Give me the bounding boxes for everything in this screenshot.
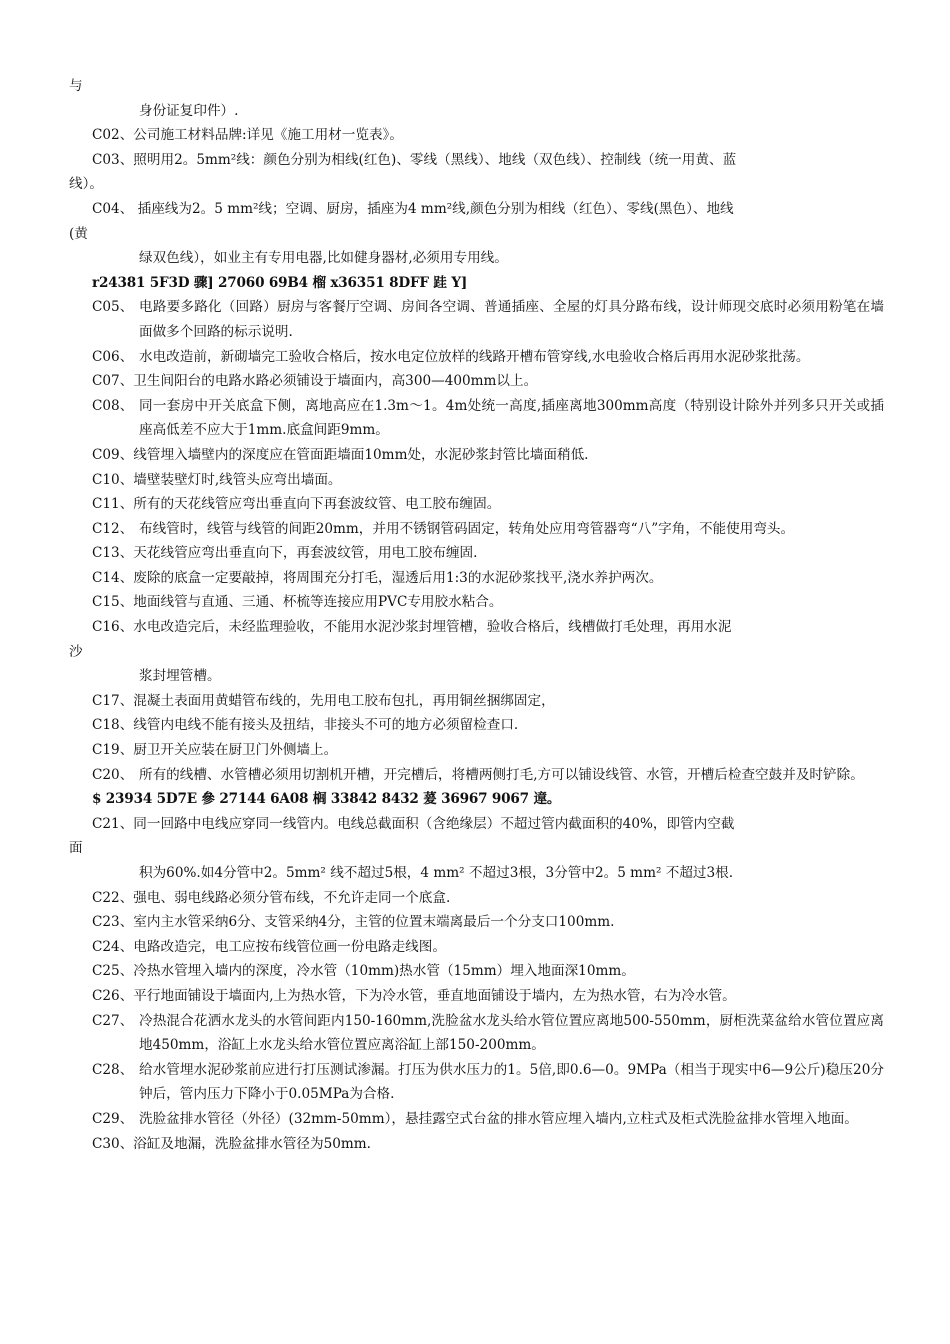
clause-c08 xyxy=(69,394,884,443)
clause-text: 所有的线槽、水管槽必须用切割机开槽，开完槽后，将槽两侧打毛,方可以铺设线管、水管，开槽后检查空鼓并及时铲除。 xyxy=(139,766,864,783)
clause-c22: C22、强电、弱电线路必须分管布线，不允许走同一个底盒. xyxy=(92,889,451,906)
clause-code: C27、 xyxy=(92,1012,134,1029)
clause-code: C08、 xyxy=(92,397,134,414)
clause-c04-cont: (黄 xyxy=(69,225,88,242)
clause-text: 冷热混合花洒水龙头的水管间距内150-160mm,洗脸盆水龙头给水管位置应离地500-550mm，厨柜洗菜盆给水管位置应离地450mm，浴缸上水龙头给水管位置应离浴缸上部150-200mm。 xyxy=(139,1012,884,1054)
clause-c15: C15、地面线管与直通、三通、杯梳等连接应用PVC专用胶水粘合。 xyxy=(92,594,503,611)
clause-c16-cont: 沙 xyxy=(69,643,83,660)
clause-c02: C02、公司施工材料品牌:详见《施工用材一览表》。 xyxy=(92,127,403,144)
clause-c21-cont2: 积为60%.如4分管中2。5mm² 线不超过5根，4 mm² 不超过3根，3分管中2。5 mm² 不超过3根. xyxy=(139,865,734,881)
clause-text: 洗脸盆排水管径（外径）(32mm-50mm），悬挂露空式台盆的排水管应埋入墙内,立柱式及柜式洗脸盆排水管埋入地面。 xyxy=(139,1110,858,1127)
clause-c29 xyxy=(69,1107,884,1132)
clause-c19: C19、厨卫开关应装在厨卫门外侧墙上。 xyxy=(92,742,338,759)
clause-c03-cont: 线）。 xyxy=(69,176,103,193)
clause-c23: C23、室内主水管采纳6分、支管采纳4分，主管的位置末端离最后一个分支口100mm. xyxy=(92,914,615,931)
clause-c21-cont: 面 xyxy=(69,840,83,857)
clause-c11: C11、所有的天花线管应弯出垂直向下再套波纹管、电工胶布缠固。 xyxy=(92,496,501,513)
garbled-code-line: r24381 5F3D 骤] 27060 69B4 榴 x36351 8DFF 跬 Y] xyxy=(92,274,468,291)
clause-c18: C18、线管内电线不能有接头及扭结，非接头不可的地方必须留检查口. xyxy=(92,717,519,734)
clause-c24: C24、电路改造完，电工应按布线管位画一份电路走线图。 xyxy=(92,938,446,955)
clause-text: 给水管埋水泥砂浆前应进行打压测试渗漏。打压为供水压力的1。5倍,即0.6—0。9MPa（相当于现实中6—9公斤)稳压20分钟后，管内压力下降小于0.05MPa为合格. xyxy=(139,1061,884,1103)
clause-text: 布线管时，线管与线管的间距20mm，并用不锈钢管码固定，转角处应用弯管器弯“八”字角，不能使用弯头。 xyxy=(139,520,795,537)
clause-c21: C21、同一回路中电线应穿同一线管内。电线总截面积（含绝缘层）不超过管内截面积的40%，即管内空截 xyxy=(92,815,735,832)
clause-c16: C16、水电改造完后，未经监理验收，不能用水泥沙浆封埋管槽，验收合格后，线槽做打毛处理，再用水泥 xyxy=(92,619,732,636)
clause-c20 xyxy=(69,763,884,788)
clause-c30: C30、浴缸及地漏，洗脸盆排水管径为50mm. xyxy=(92,1135,372,1152)
clause-c13: C13、天花线管应弯出垂直向下，再套波纹管，用电工胶布缠固. xyxy=(92,545,478,562)
clause-c12 xyxy=(69,517,884,542)
clause-code: C28、 xyxy=(92,1061,134,1078)
document-body xyxy=(69,74,884,1156)
clause-c25: C25、冷热水管埋入墙内的深度，冷水管（10mm)热水管（15mm）埋入地面深10mm。 xyxy=(92,963,635,980)
clause-text: 电路要多路化（回路）厨房与客餐厅空调、房间各空调、普通插座、全屋的灯具分路布线，设计师现交底时必须用粉笔在墙面做多个回路的标示说明. xyxy=(139,299,884,340)
clause-c03: C03、照明用2。5mm²线：颜色分别为相线(红色)、零线（黑线）、地线（双色线）、控制线（统一用黄、蓝 xyxy=(92,151,737,168)
clause-text: 水电改造前，新砌墙完工验收合格后，按水电定位放样的线路开槽布管穿线,水电验收合格后再用水泥砂浆批荡。 xyxy=(139,348,810,365)
clause-c26: C26、平行地面铺设于墙面内,上为热水管，下为冷水管，垂直地面铺设于墙内，左为热水管，右为冷水管。 xyxy=(92,987,736,1004)
clause-c16-cont2: 浆封埋管槽。 xyxy=(139,668,221,685)
clause-code: C05、 xyxy=(92,299,134,316)
text-line: 身份证复印件）. xyxy=(139,102,239,119)
clause-c06 xyxy=(69,345,884,370)
clause-c27 xyxy=(69,1009,884,1058)
garbled-code-line: $ 23934 5D7E 參 27144 6A08 榈 33842 8432 萲 36967 9067 遧。 xyxy=(92,791,561,808)
clause-c10: C10、墙壁装壁灯时,线管头应弯出墙面。 xyxy=(92,471,342,488)
clause-c14: C14、废除的底盒一定要敲掉，将周围充分打毛，湿透后用1:3的水泥砂浆找平,浇水养护两次。 xyxy=(92,569,663,586)
clause-c09: C09、线管埋入墙壁内的深度应在管面距墙面10mm处，水泥砂浆封管比墙面稍低. xyxy=(92,446,589,463)
clause-code: C20、 xyxy=(92,766,134,783)
clause-c04-cont2: 绿双色线），如业主有专用电器,比如健身器材,必须用专用线。 xyxy=(139,250,508,267)
clause-c17: C17、混凝土表面用黄蜡管布线的，先用电工胶布包扎，再用铜丝捆绑固定， xyxy=(92,692,555,709)
clause-c28 xyxy=(69,1058,884,1107)
clause-c05 xyxy=(69,295,884,344)
clause-text: 同一套房中开关底盒下侧，离地高应在1.3m～1。4m处统一高度,插座离地300mm高度（特别设计除外并列多只开关或插座高低差不应大于1mm.底盒间距9mm。 xyxy=(139,397,884,439)
clause-code: C12、 xyxy=(92,520,134,537)
text-line: 与 xyxy=(69,78,83,94)
clause-c07: C07、卫生间阳台的电路水路必须铺设于墙面内，高300—400mm以上。 xyxy=(92,373,538,390)
clause-code: C29、 xyxy=(92,1110,134,1127)
clause-code: C06、 xyxy=(92,348,134,365)
clause-c04: C04、 插座线为2。5 mm²线；空调、厨房，插座为4 mm²线,颜色分别为相线（红色）、零线(黑色）、地线 xyxy=(92,200,734,217)
